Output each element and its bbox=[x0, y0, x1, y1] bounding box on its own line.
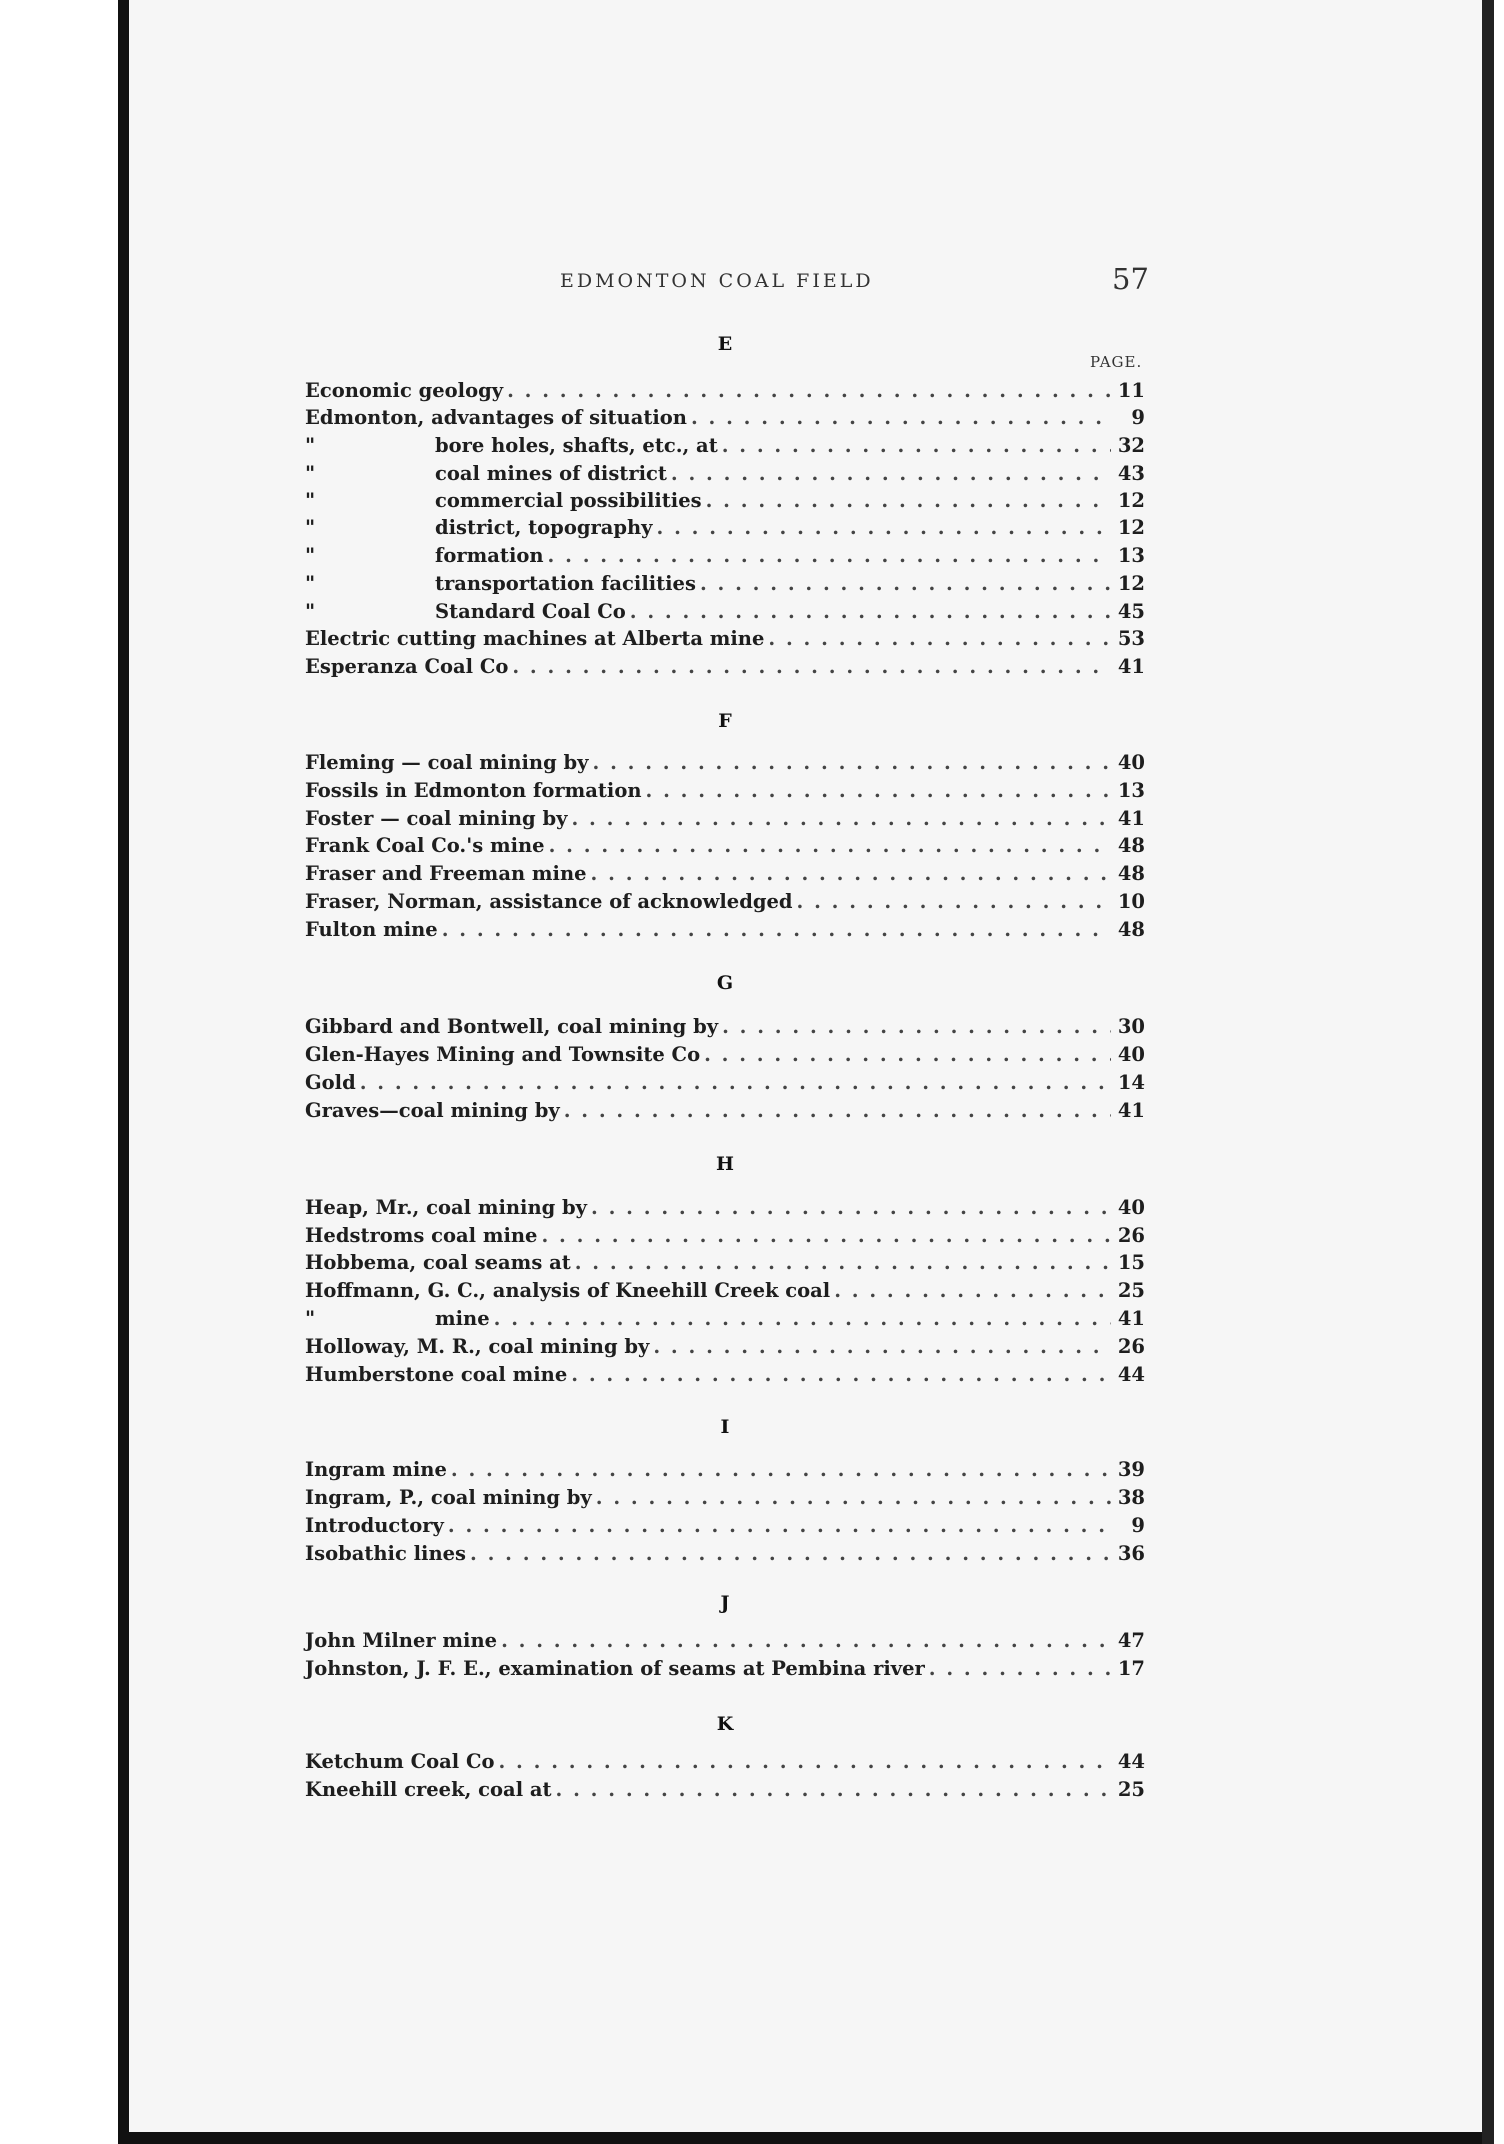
index-entry: Isobathic lines . . . 36 bbox=[305, 1541, 1145, 1567]
index-entry: Fraser, Norman, assistance of acknowledged . . . 10 bbox=[305, 889, 1145, 915]
section-letter-i: I bbox=[720, 1416, 730, 1438]
index-entry: Heap, Mr., coal mining by . . . 40 bbox=[305, 1195, 1145, 1221]
index-entry: Glen-Hayes Mining and Townsite Co . . . 40 bbox=[305, 1042, 1145, 1068]
index-entry: Kneehill creek, coal at . . . 25 bbox=[305, 1777, 1145, 1803]
index-entry: " coal mines of district . . . 43 bbox=[305, 461, 1145, 487]
page-number: 57 bbox=[1112, 262, 1149, 296]
page-column-label: PAGE. bbox=[1090, 353, 1143, 371]
index-entry: Fossils in Edmonton formation . . . 13 bbox=[305, 778, 1145, 804]
section-letter-k: K bbox=[716, 1713, 734, 1735]
section-letter-e: E bbox=[717, 333, 733, 355]
index-entry: " commercial possibilities . . . 12 bbox=[305, 488, 1145, 514]
index-entry: Hoffmann, G. C., analysis of Kneehill Creek coal . . . 25 bbox=[305, 1278, 1145, 1304]
index-entry: Fleming — coal mining by . . . 40 bbox=[305, 750, 1145, 776]
scan-frame-right-edge bbox=[1482, 0, 1494, 2144]
running-header: EDMONTON COAL FIELD bbox=[560, 270, 874, 292]
section-letter-g: G bbox=[716, 972, 734, 994]
index-entry: " bore holes, shafts, etc., at . . . 32 bbox=[305, 433, 1145, 459]
index-entry: John Milner mine . . . 47 bbox=[305, 1628, 1145, 1654]
section-letter-j: J bbox=[720, 1592, 730, 1614]
section-letter-h: H bbox=[716, 1153, 734, 1175]
index-entry: Ingram mine . . . 39 bbox=[305, 1457, 1145, 1483]
index-entry: " formation . . . 13 bbox=[305, 543, 1145, 569]
index-entry: Fulton mine . . . 48 bbox=[305, 917, 1145, 943]
index-entry: Economic geology . . . 11 bbox=[305, 378, 1145, 404]
index-entry: Hobbema, coal seams at . . . 15 bbox=[305, 1250, 1145, 1276]
index-entry: Esperanza Coal Co . . . 41 bbox=[305, 654, 1145, 680]
index-entry: Johnston, J. F. E., examination of seams at Pembina river . . . 17 bbox=[305, 1656, 1145, 1682]
index-entry: " district, topography . . . 12 bbox=[305, 515, 1145, 541]
index-entry: Gold . . . 14 bbox=[305, 1070, 1145, 1096]
index-entry: Edmonton, advantages of situation . . . 9 bbox=[305, 405, 1145, 431]
index-entry: " transportation facilities . . . 12 bbox=[305, 571, 1145, 597]
index-entry: Ingram, P., coal mining by . . . 38 bbox=[305, 1485, 1145, 1511]
section-letter-f: F bbox=[718, 710, 732, 732]
index-entry: Hedstroms coal mine . . . 26 bbox=[305, 1223, 1145, 1249]
index-entry: Frank Coal Co.'s mine . . . 48 bbox=[305, 833, 1145, 859]
index-entry: Graves—coal mining by . . . 41 bbox=[305, 1098, 1145, 1124]
index-entry: Introductory . . . 9 bbox=[305, 1513, 1145, 1539]
index-entry: Fraser and Freeman mine . . . 48 bbox=[305, 861, 1145, 887]
index-entry: Foster — coal mining by . . . 41 bbox=[305, 806, 1145, 832]
index-entry: Electric cutting machines at Alberta mine . . . 53 bbox=[305, 626, 1145, 652]
index-entry: " Standard Coal Co . . . 45 bbox=[305, 599, 1145, 625]
index-entry: Ketchum Coal Co . . . 44 bbox=[305, 1749, 1145, 1775]
index-entry: " mine . . . 41 bbox=[305, 1306, 1145, 1332]
index-entry: Humberstone coal mine . . . 44 bbox=[305, 1362, 1145, 1388]
index-entry: Gibbard and Bontwell, coal mining by . . . 30 bbox=[305, 1014, 1145, 1040]
index-entry: Holloway, M. R., coal mining by . . . 26 bbox=[305, 1334, 1145, 1360]
